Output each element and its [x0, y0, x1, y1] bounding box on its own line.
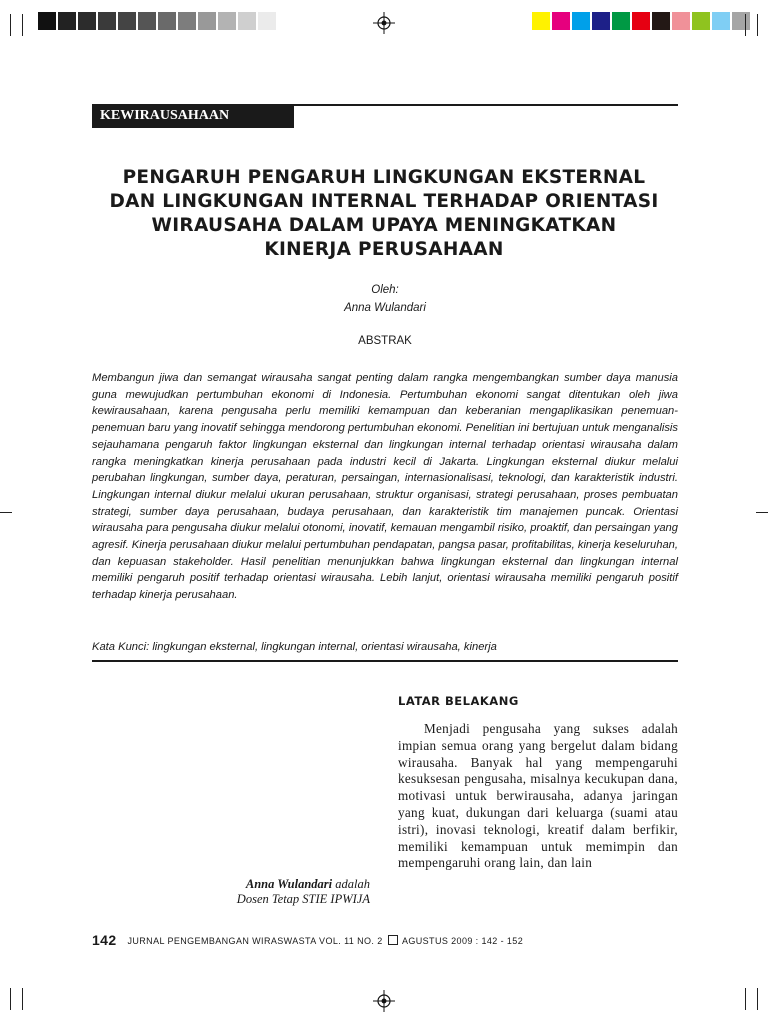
author-note-name: Anna Wulandari [245, 877, 333, 891]
abstract-heading: ABSTRAK [358, 335, 412, 347]
color-swatch [632, 12, 650, 30]
crop-mark [10, 988, 11, 1010]
color-swatch [712, 12, 730, 30]
body-paragraph: Menjadi pengusaha yang sukses adalah impian semua orang yang bergelut dalam bidang wirausaha. Banyak hal yang mempengaruhi kesuksesan pengusaha, misalnya kecukupan dana, motivasi untuk berwirausaha, adanya jaringan yang kuat, dukungan dari keluarga (suami atau istri), inovasi teknologi, kreatif dalam berfikir, memiliki kemampuan untuk memimpin dan mempengaruhi orang lain, dan lain [398, 721, 678, 871]
crop-mark [0, 512, 12, 513]
color-swatch [732, 12, 750, 30]
color-swatch [118, 12, 136, 30]
crop-mark [756, 512, 768, 513]
color-swatch [612, 12, 630, 30]
author-note-position: Dosen Tetap STIE IPWIJA [236, 892, 370, 906]
page-footer [92, 932, 678, 948]
color-swatch [672, 12, 690, 30]
registration-mark-top [373, 12, 395, 34]
byline-label: Oleh: [371, 284, 399, 296]
title-line: WIRAUSAHA DALAM UPAYA MENINGKATKAN [151, 215, 617, 236]
crop-mark [10, 14, 11, 36]
crop-mark [745, 988, 746, 1010]
keywords: Kata Kunci: lingkungan eksternal, lingkungan internal, orientasi wirausaha, kinerja [92, 641, 497, 653]
color-swatch [58, 12, 76, 30]
title-line: KINERJA PERUSAHAAN [264, 239, 504, 260]
separator-box-icon [388, 935, 398, 945]
color-swatch [98, 12, 116, 30]
color-swatch [592, 12, 610, 30]
crop-mark [745, 14, 746, 36]
color-swatch [652, 12, 670, 30]
color-swatch [198, 12, 216, 30]
color-swatch [258, 12, 276, 30]
crop-mark [757, 988, 758, 1010]
body-column [398, 721, 678, 872]
color-swatch [552, 12, 570, 30]
section-label: KEWIRAUSAHAAN [92, 104, 294, 128]
registration-mark-bottom [373, 990, 395, 1012]
journal-name: JURNAL PENGEMBANGAN WIRASWASTA VOL. 11 NO. 2 [127, 936, 383, 946]
article-title [80, 166, 688, 262]
color-swatch [532, 12, 550, 30]
color-swatch [238, 12, 256, 30]
author-name: Anna Wulandari [344, 302, 426, 314]
color-swatch [138, 12, 156, 30]
title-line: DAN LINGKUNGAN INTERNAL TERHADAP ORIENTASI [109, 191, 659, 212]
color-swatch [692, 12, 710, 30]
color-swatch [158, 12, 176, 30]
abstract-rule [92, 660, 678, 662]
crop-mark [22, 14, 23, 36]
crop-mark [757, 14, 758, 36]
color-swatch [572, 12, 590, 30]
title-line: PENGARUH PENGARUH LINGKUNGAN EKSTERNAL [122, 167, 646, 188]
grayscale-calibration-strip [38, 12, 278, 30]
color-swatch [218, 12, 236, 30]
color-swatch [38, 12, 56, 30]
page-number: 142 [92, 932, 117, 948]
color-swatch [78, 12, 96, 30]
section-heading: LATAR BELAKANG [398, 694, 519, 708]
crop-mark [22, 988, 23, 1010]
journal-issue: AGUSTUS 2009 : 142 - 152 [401, 936, 524, 946]
author-note-suffix: adalah [335, 877, 370, 891]
abstract-text: Membangun jiwa dan semangat wirausaha sangat penting dalam rangka mengembangkan sumber daya manusia guna mewujudkan pertumbuhan ekonomi di Indonesia. Pertumbuhan ekonomi sangat ditentukan oleh jiwa kewirausahaan, karena pengusaha perlu memiliki kemampuan dan keberanian mengaplikasikan penemuan-penemuan baru yang inovatif sehingga mendorong pertumbuhan ekonomi. Penelitian ini bertujuan untuk menganalisis sejauhamana pengaruh faktor lingkungan eksternal dan lingkungan internal terhadap orientasi wirausaha dalam rangka meningkatkan kinerja perusahaan pada industri kecil di Jakarta. Lingkungan eksternal diukur melalui perubahan lingkungan, sumber daya, peraturan, persaingan, internasionalisasi, teknologi, dan karakteristik industri. Lingkungan internal diukur melalui ukuran perusahaan, struktur organisasi, strategi perusahaan, proses pembuatan strategi, sumber daya perusahaan, budaya perusahaan, dan karakteristik tim manajemen puncak. Orientasi wirausaha para pengusaha diukur melalui otonomi, inovatif, kemauan mengambil risiko, proaktif, dan persaingan yang agresif. Kinerja perusahaan diukur melalui pertumbuhan pendapatan, pangsa pasar, profitabilitas, kinerja keseluruhan, dan kepuasan stakeholder. Hasil penelitian menunjukkan bahwa lingkungan eksternal dan lingkungan internal memiliki pengaruh positif terhadap orientasi wirausaha. Lebih lanjut, orientasi wirausaha memiliki pengaruh positif terhadap kinerja perusahaan. [92, 372, 678, 602]
color-calibration-strip [532, 12, 752, 30]
author-note [180, 877, 370, 907]
color-swatch [178, 12, 196, 30]
